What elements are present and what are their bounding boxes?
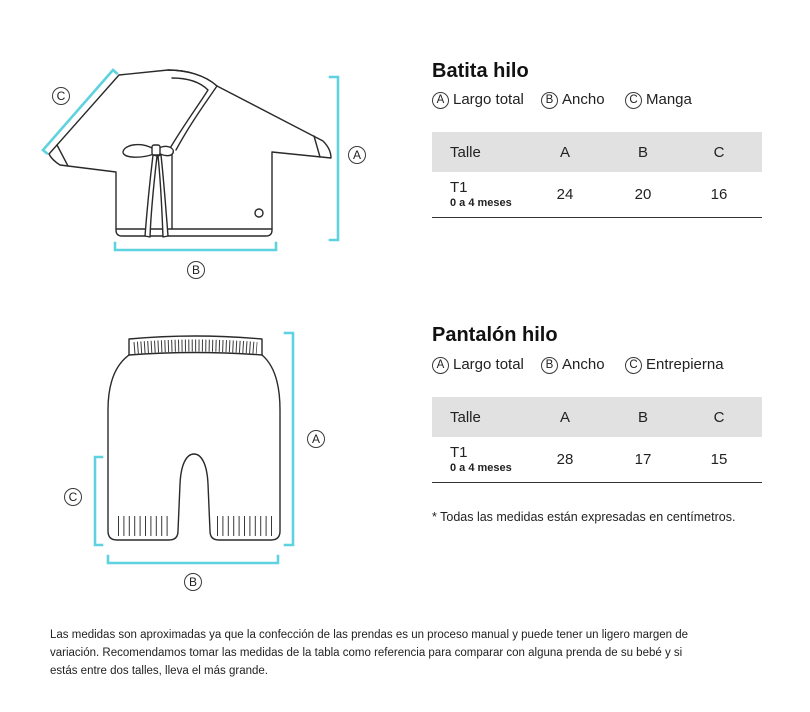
batita-dimension-label-a: A (348, 146, 366, 164)
legend-item-b (541, 356, 605, 374)
age-range: 0 a 4 meses (450, 462, 512, 474)
legend-label-a: Largo total (453, 356, 524, 373)
size-cell (432, 444, 520, 475)
header-c: C (713, 408, 725, 426)
batita-title: Batita hilo (432, 60, 529, 82)
measurement-disclaimer: Las medidas son aproximadas ya que la confección de las prendas es un proceso manual y puede tener un ligero margen de variación. Recomendamos tomar las medidas de la tabla como referencia para comparar con alguna prenda de su bebé y si estás entre dos talles, lleva el más grande. (50, 629, 689, 677)
age-range: 0 a 4 meses (450, 197, 512, 209)
pantalon-dimension-label-c: C (64, 488, 82, 506)
legend-item-a (432, 356, 524, 374)
pantalon-dimension-label-a: A (307, 430, 325, 448)
pantalon-dimension-c (95, 457, 102, 545)
size-label: T1 (450, 179, 468, 196)
header-b: B (637, 408, 648, 426)
legend-label-c: Entrepierna (646, 356, 724, 373)
value-b: 20 (634, 186, 652, 203)
header-talle: Talle (450, 408, 481, 426)
value-a: 24 (556, 186, 574, 203)
pantalon-title: Pantalón hilo (432, 324, 558, 346)
batita-dimension-label-c: C (52, 87, 70, 105)
measurement-unit-footnote: * Todas las medidas están expresadas en centímetros. (432, 510, 736, 524)
batita-size-table (432, 132, 762, 218)
header-a: A (559, 408, 570, 426)
legend-label-a: Largo total (453, 91, 524, 108)
legend-label-b: Ancho (562, 91, 605, 108)
pantalon-illustration (108, 336, 280, 540)
value-c: 16 (710, 186, 728, 203)
value-c: 15 (710, 451, 728, 468)
legend-item-a (432, 91, 524, 109)
table-header-row (432, 397, 762, 437)
header-b: B (637, 143, 648, 161)
header-talle: Talle (450, 143, 481, 161)
pantalon-dimension-a (285, 333, 293, 545)
pantalon-size-table (432, 397, 762, 483)
batita-dimension-b (115, 243, 276, 250)
legend-item-c (625, 91, 692, 109)
tie-knot (152, 145, 160, 155)
batita-legend (432, 91, 762, 109)
pantalon-outline (108, 336, 280, 540)
legend-letter-c: C (625, 92, 642, 109)
value-a: 28 (556, 451, 574, 468)
legend-item-b (541, 91, 605, 109)
legend-label-c: Manga (646, 91, 692, 108)
pantalon-legend (432, 356, 762, 374)
value-b: 17 (634, 451, 652, 468)
legend-letter-a: A (432, 357, 449, 374)
legend-label-b: Ancho (562, 356, 605, 373)
tie-left-loop (123, 145, 154, 158)
legend-item-c (625, 356, 724, 374)
table-row (432, 172, 762, 218)
legend-letter-c: C (625, 357, 642, 374)
legend-letter-a: A (432, 92, 449, 109)
size-label: T1 (450, 444, 468, 461)
tie-right-loop (159, 146, 173, 155)
header-c: C (713, 143, 725, 161)
size-cell (432, 179, 520, 210)
legend-letter-b: B (541, 92, 558, 109)
table-header-row (432, 132, 762, 172)
batita-dimension-label-b: B (187, 261, 205, 279)
pantalon-dimension-b (108, 556, 278, 563)
pantalon-dimension-label-b: B (184, 573, 202, 591)
legend-letter-b: B (541, 357, 558, 374)
table-row (432, 437, 762, 483)
header-a: A (559, 143, 570, 161)
